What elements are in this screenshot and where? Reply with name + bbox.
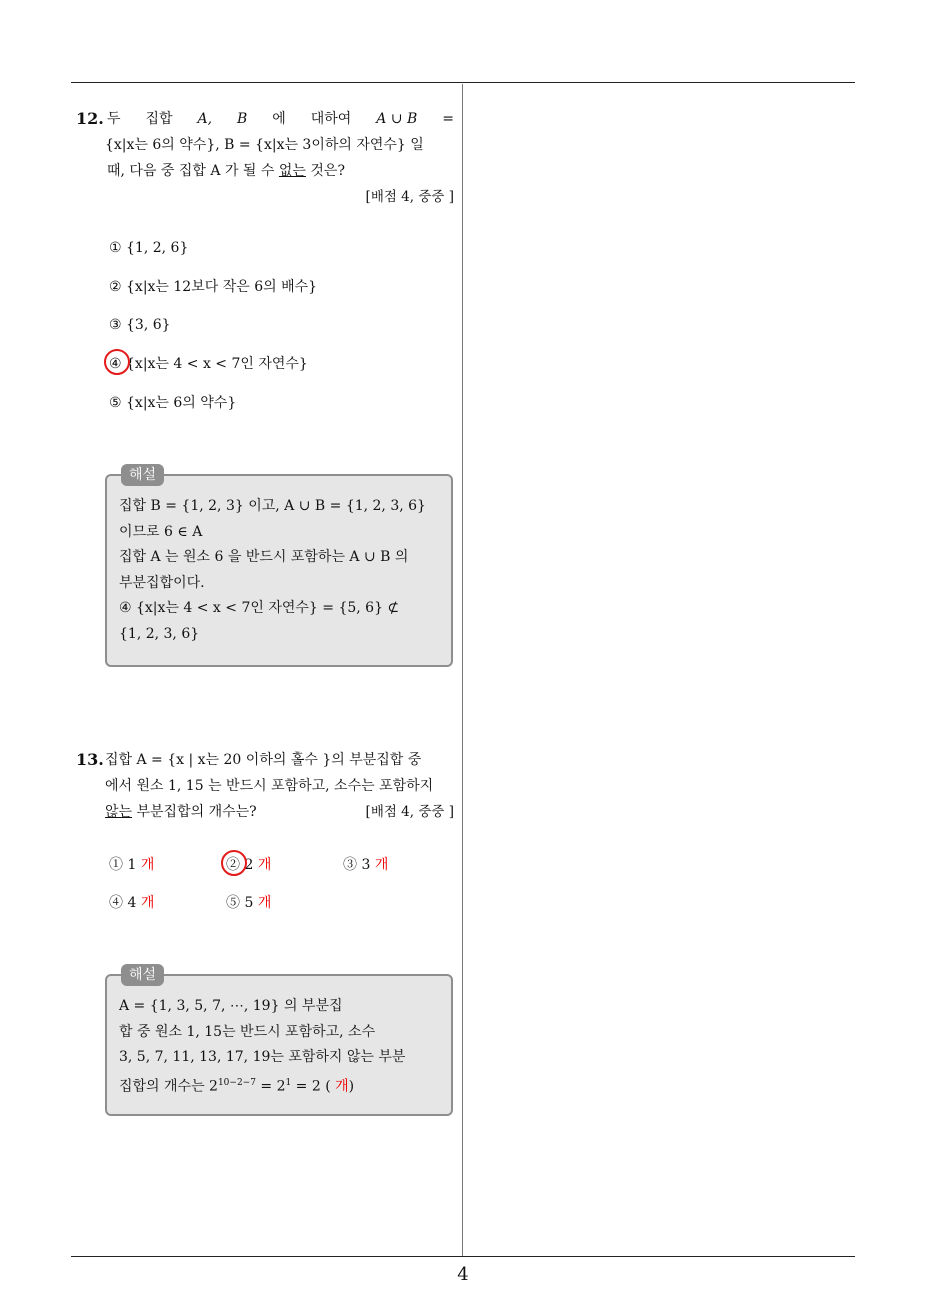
q12-option-5[interactable]: ⑤ {x|x는 6의 약수} bbox=[109, 395, 237, 411]
question-number: 12. bbox=[76, 109, 104, 128]
q13-option-1[interactable]: ① 1 개 bbox=[109, 857, 155, 873]
solution-box-12 bbox=[105, 467, 453, 667]
question-line-3: 때, 다음 중 집합 A 가 될 수 없는 것은? bbox=[107, 163, 345, 179]
solution-box-13 bbox=[105, 967, 453, 1116]
question-12 bbox=[76, 106, 454, 206]
solution-text: A = {1, 3, 5, 7, ⋯, 19} 의 부분집 합 중 원소 1, 15는 반드시 포함하고, 소수 3, 5, 7, 11, 13, 17, 19는 포함하지 않는 부분 집합의 개수는 $2^{10-2-7} = 2^1 = 2$ ( 개) bbox=[119, 994, 441, 1100]
question-line-2: {x|x는 6의 약수}, B = {x|x는 3이하의 자연수} 일 bbox=[105, 137, 424, 153]
column-divider bbox=[462, 84, 463, 1257]
q12-option-3[interactable]: ③ {3, 6} bbox=[109, 317, 171, 333]
selected-answer-circle bbox=[104, 349, 130, 375]
question-13 bbox=[76, 747, 454, 827]
solution-tag: 해설 bbox=[121, 464, 164, 486]
question-line-1: 두 집합 A, B 에 대하여 A ∪ B = bbox=[107, 111, 454, 127]
q12-option-2[interactable]: ② {x|x는 12보다 작은 6의 배수} bbox=[109, 279, 318, 295]
selected-answer-circle bbox=[221, 850, 247, 876]
score-info: [배점 4, 중중 ] bbox=[365, 189, 454, 205]
question-text bbox=[105, 747, 454, 825]
q12-option-1[interactable]: ① {1, 2, 6} bbox=[109, 240, 189, 256]
solution-tag: 해설 bbox=[121, 964, 164, 986]
q12-option-4[interactable]: ④ {x|x는 4 < x < 7인 자연수} bbox=[109, 356, 308, 372]
top-rule bbox=[71, 82, 855, 83]
score-info: [배점 4, 중중 ] bbox=[365, 804, 454, 820]
bottom-rule bbox=[71, 1256, 855, 1257]
question-line-2: 에서 원소 1, 15 는 반드시 포함하고, 소수는 포함하지 bbox=[105, 778, 434, 794]
question-text bbox=[105, 106, 454, 205]
solution-text: 집합 B = {1, 2, 3} 이고, A ∪ B = {1, 2, 3, 6} 이므로 6 ∈ A 집합 A 는 원소 6 을 반드시 포함하는 A ∪ B 의 부분집합이다. ④ {x|x는 4 < x < 7인 자연수} = {5, 6} ⊄ {1, 2, 3, 6} bbox=[119, 498, 426, 642]
question-number: 13. bbox=[76, 750, 104, 769]
q13-option-2[interactable]: ② 2 개 bbox=[226, 857, 272, 873]
q13-option-4[interactable]: ④ 4 개 bbox=[109, 895, 155, 911]
question-line-1: 집합 A = {x | x는 20 이하의 홀수 }의 부분집합 중 bbox=[105, 752, 422, 768]
question-line-3: 않는 부분집합의 개수는? bbox=[105, 804, 257, 820]
page-number: 4 bbox=[457, 1264, 469, 1285]
q13-option-3[interactable]: ③ 3 개 bbox=[343, 857, 389, 873]
solution-last-line: 집합의 개수는 $2^{10-2-7} = 2^1 = 2$ ( 개) bbox=[119, 1077, 355, 1095]
q13-option-5[interactable]: ⑤ 5 개 bbox=[226, 895, 272, 911]
